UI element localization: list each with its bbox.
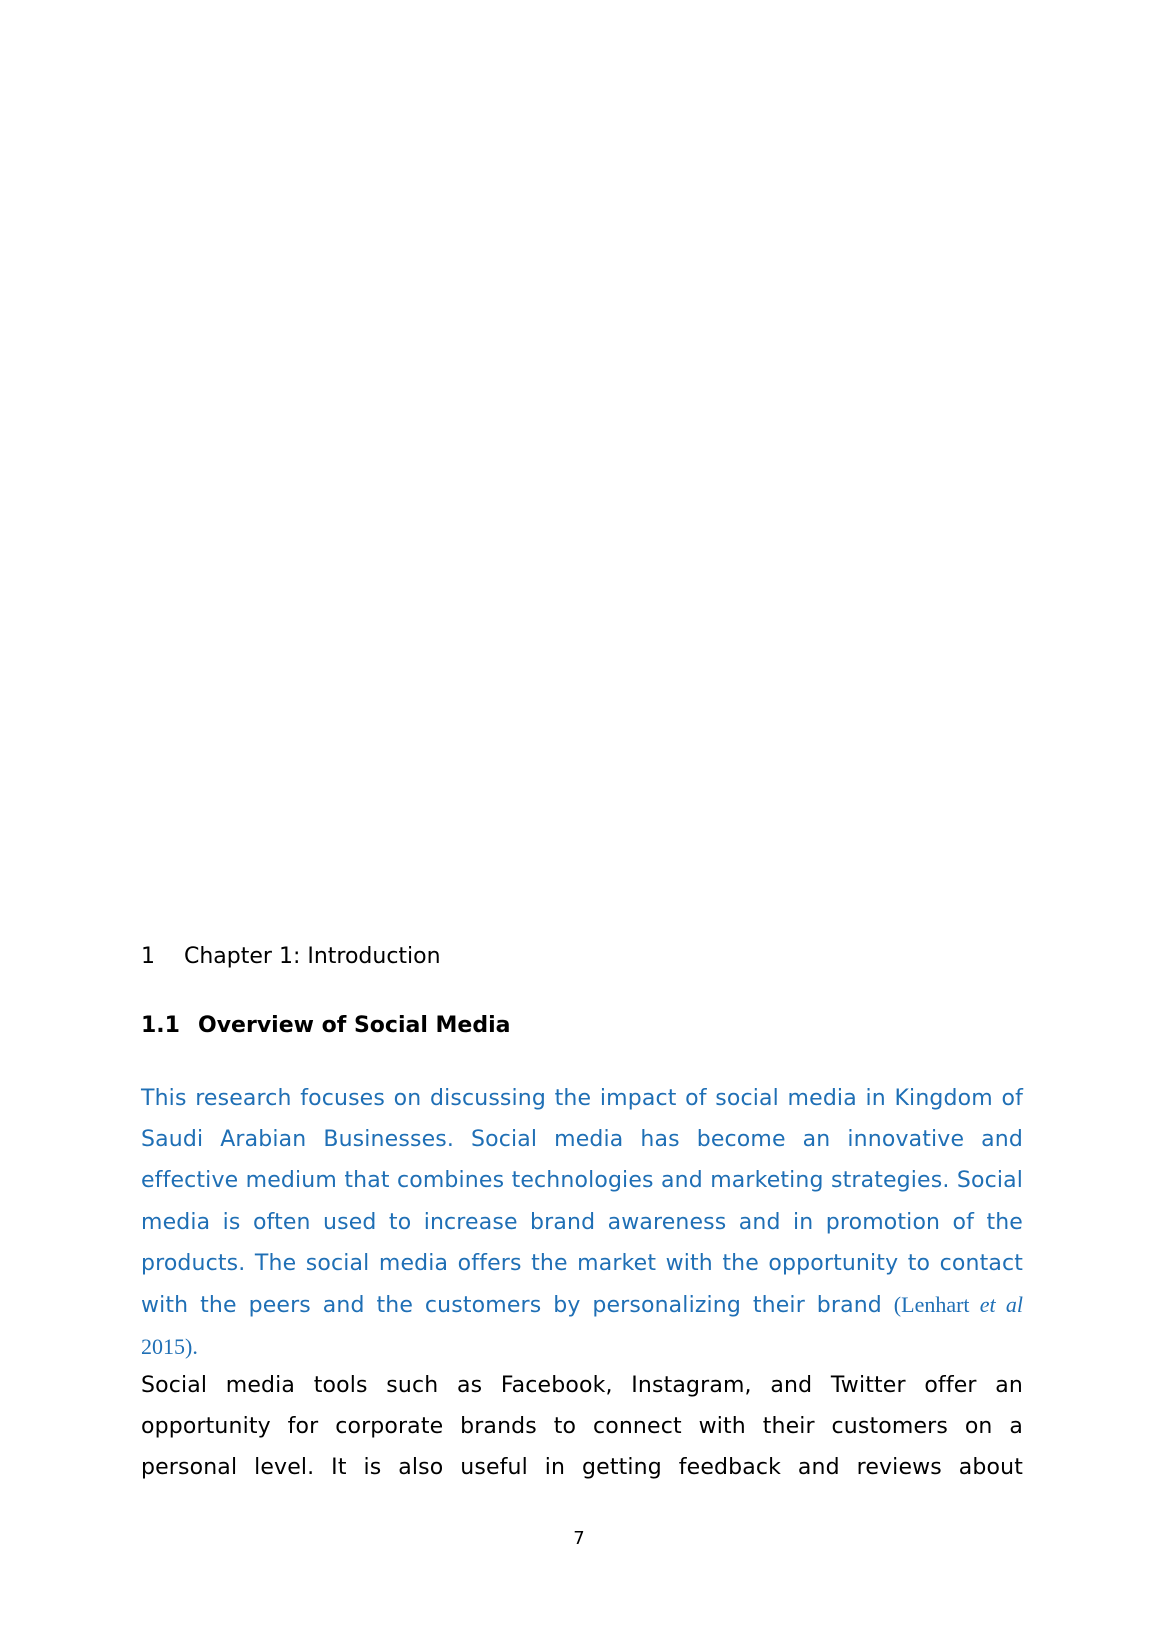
page-number: 7 (573, 1528, 585, 1549)
chapter-heading (141, 942, 441, 972)
tools-paragraph-text: Social media tools such as Facebook, Instagram, and Twitter offer an opportunity for corporate brands to connect with their customers on a personal level. It is also useful in getting feedback and reviews about (141, 1373, 1023, 1481)
chapter-title: Chapter 1: Introduction (184, 944, 441, 969)
section-heading (141, 1011, 510, 1041)
citation-open: ( (893, 1292, 902, 1318)
section-title: Overview of Social Media (198, 1013, 511, 1038)
intro-paragraph-text: This research focuses on discussing the impact of social media in Kingdom of Saudi Arabian Businesses. Social media has become an innovative and effective medium that combines technologies and marketing strategies. Social media is often used to increase brand awareness and in promotion of the products. The social media offers the market with the opportunity to contact with the peers and the customers by personalizing their brand (141, 1086, 1023, 1319)
intro-paragraph (141, 1078, 1023, 1368)
citation-year: 2015 (141, 1334, 185, 1360)
citation-etal: et al (979, 1292, 1024, 1318)
citation-close: ). (185, 1334, 198, 1360)
citation-author: Lenhart (901, 1292, 980, 1318)
chapter-number: 1 (141, 944, 155, 969)
section-number: 1.1 (141, 1013, 180, 1038)
tools-paragraph (141, 1365, 1023, 1489)
